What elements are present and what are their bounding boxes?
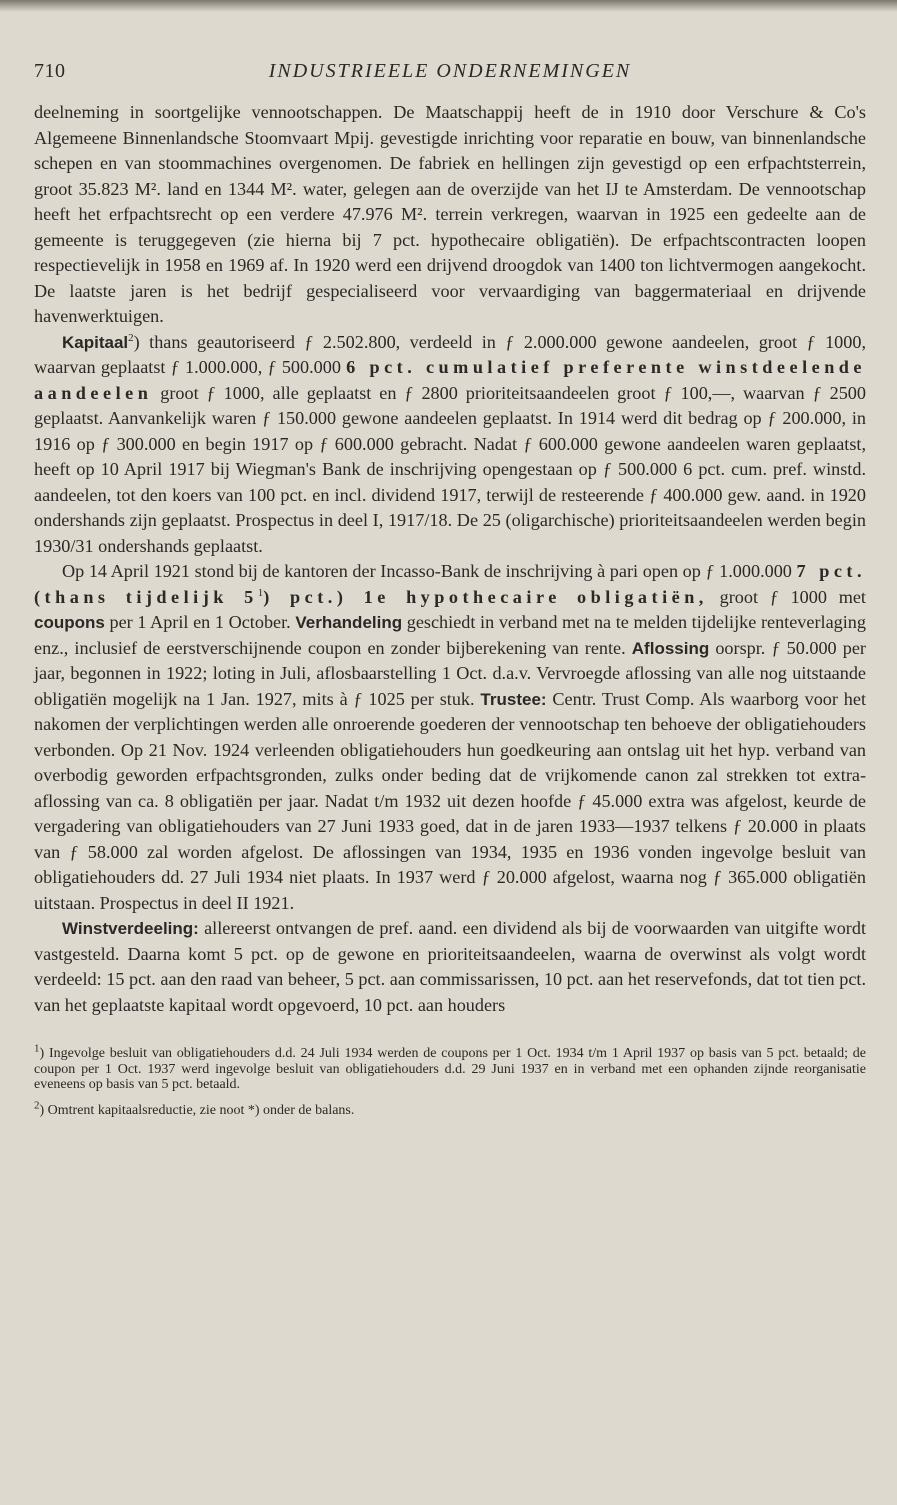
document-page (34, 60, 866, 1128)
footnote-1 (34, 1042, 866, 1093)
footnote-text-1: ) Ingevolge besluit van obligatiehouders d.d. 24 Juli 1934 werden de coupons per 1 Oct. 1934 t/m 1 April 1937 op basis van 5 pct. betaald; de coupon per 1 Oct. 1937 werd ingevolge besluit van obligatiehouders d.d. 29 Juni 1937 en in verband met een ophanden zijnde reorganisatie eveneens op basis van 5 pct. betaald. (34, 1046, 866, 1092)
footnote-text-2: ) Omtrent kapitaalsreductie, zie noot *) onder de balans. (39, 1102, 355, 1118)
oblig-text-5: oorspr. ƒ 50.000 per jaar, begonnen in 1922; loting in Juli, aflosbaarstelling 1 Oct. d.a.v. Vervroegde aflossing van alle nog uitstaande obligatiën mogelijk na 1 Jan. 1927, mits à ƒ 1025 per stuk. (34, 637, 866, 709)
kapitaal-heading: Kapitaal (62, 332, 129, 352)
footnote-mark-2: 2 (34, 1098, 40, 1111)
page-number: 710 (34, 60, 66, 82)
trustee-heading: Trustee: (480, 689, 547, 709)
bond-title-spaced-2: ) pct.) 1e hypothecaire obligatiën, (263, 586, 708, 607)
paragraph-obligaties (34, 559, 866, 916)
footnotes (34, 1042, 866, 1118)
oblig-text-1: Op 14 April 1921 stond bij de kantoren der Incasso-Bank de inschrijving à pari open op ƒ 1.000.000 (62, 561, 797, 581)
running-title: INDUSTRIEELE ONDERNEMINGEN (268, 60, 632, 82)
verhandeling-heading: Verhandeling (295, 613, 403, 632)
oblig-text-2: groot ƒ 1000 met (707, 586, 866, 607)
winstverdeeling-heading: Winstverdeeling: (62, 919, 199, 938)
preferred-shares-spaced: 6 pct. cumulatief preferente winstdeelende aandeelen (34, 357, 866, 403)
kapitaal-text-2: groot ƒ 1000, alle geplaatst en ƒ 2800 prioriteitsaandeelen groot ƒ 100,—, waarvan ƒ 2500 geplaatst. Aanvankelijk waren ƒ 150.000 gewone aandeelen geplaatst. In 1914 werd dit bedrag op ƒ 200.000, in 1916 op ƒ 300.000 en begin 1917 op ƒ 600.000 gebracht. Nadat ƒ 600.000 gewone aandeelen waren geplaatst, heeft op 10 April 1917 bij Wiegman's Bank de inschrijving opengestaan op ƒ 500.000 6 pct. cum. pref. winstd. aandeelen, tot den koers van 100 pct. en incl. dividend 1917, terwijl de resteerende ƒ 400.000 gew. aand. in 1920 ondershands zijn geplaatst. Prospectus in deel I, 1917/18. De 25 (oligarchische) prioriteitsaandeelen werden begin 1930/31 ondershands geplaatst. (34, 382, 866, 556)
paragraph-winstverdeeling (34, 916, 866, 1018)
coupons-heading: coupons (34, 613, 105, 632)
footnote-mark-1: 1 (34, 1042, 40, 1055)
paragraph-company: deelneming in soortgelijke vennootschappen. De Maatschappij heeft de in 1910 door Verschure & Co's Algemeene Binnenlandsche Stoomvaart Mpij. gevestigde inrichting voor reparatie en bouw, van binnenlandsche schepen en van stoommachines overgenomen. De fabriek en hellingen zijn gevestigd op een erfpachtsterrein, groot 35.823 M². land en 1344 M². water, gelegen aan de overzijde van het IJ te Amsterdam. De vennootschap heeft het erfpachtsrecht op een verdere 47.976 M². terrein verkregen, waarvan in 1925 een gedeelte aan de gemeente is teruggegeven (zie hierna bij 7 pct. hypothecaire obligatiën). De erfpachtscontracten loopen respectievelijk in 1958 en 1969 af. In 1920 werd een drijvend droogdok van 1400 ton lichtvermogen aangekocht. De laatste jaren is het bedrijf gespecialiseerd voor vervaardiging van baggermateriaal en drijvende havenwerktuigen. (34, 102, 866, 326)
aflossing-heading: Aflossing (631, 638, 710, 658)
body-text (34, 100, 866, 1018)
page-header (34, 60, 866, 100)
page-top-edge (0, 0, 897, 12)
kapitaal-text-1: ) thans geautoriseerd ƒ 2.502.800, verdeeld in ƒ 2.000.000 gewone aandeelen, groot ƒ 1000, waarvan geplaatst ƒ 1.000.000, ƒ 500.000 (34, 331, 866, 377)
paragraph-kapitaal (34, 330, 866, 560)
oblig-text-4: geschiedt in verband met na te melden tijdelijke renteverlaging enz., inclusief de eerstverschijnende coupon en zonder bijberekening van rente. (34, 612, 866, 658)
bond-title-spaced-1: 7 pct. (thans tijdelijk 5 (34, 561, 866, 607)
oblig-text-3: per 1 April en 1 October. (104, 612, 296, 632)
footnote-ref-2: 2 (128, 331, 134, 344)
oblig-text-6: Centr. Trust Comp. Als waarborg voor het nakomen der verplichtingen werden alle onroerende goederen der vennootschap ten behoeve der obligatiehouders verbonden. Op 21 Nov. 1924 verleenden obligatiehouders hun goedkeuring aan ontslag uit het hyp. verband van overbodig geworden erfpachtsgronden, zulks onder beding dat de vrijkomende canon zal strekken tot extra-aflossing van ca. 8 obligatiën per jaar. Nadat t/m 1932 uit dezen hoofde ƒ 45.000 extra was afgelost, keurde de vergadering van obligatiehouders van 27 Juni 1933 goed, dat in de jaren 1933—1937 telkens ƒ 20.000 in plaats van ƒ 58.000 zal worden afgelost. De aflossingen van 1934, 1935 en 1936 vonden ingevolge besluit van obligatiehouders dd. 27 Juli 1934 niet plaats. In 1937 werd ƒ 20.000 afgelost, waarna nog ƒ 365.000 obligatiën uitstaan. Prospectus in deel II 1921. (34, 688, 866, 913)
winst-text: allereerst ontvangen de pref. aand. een dividend als bij de voorwaarden van uitgifte wordt vastgesteld. Daarna komt 5 pct. op de gewone en prioriteitsaandeelen, waarna de overwinst als volgt wordt verdeeld: 15 pct. aan den raad van beheer, 5 pct. aan commissarissen, 10 pct. aan het reservefonds, dat tot tien pct. van het geplaatste kapitaal wordt opgevoerd, 10 pct. aan houders (34, 918, 866, 1015)
footnote-2 (34, 1098, 866, 1119)
footnote-ref-1: 1 (257, 586, 264, 599)
